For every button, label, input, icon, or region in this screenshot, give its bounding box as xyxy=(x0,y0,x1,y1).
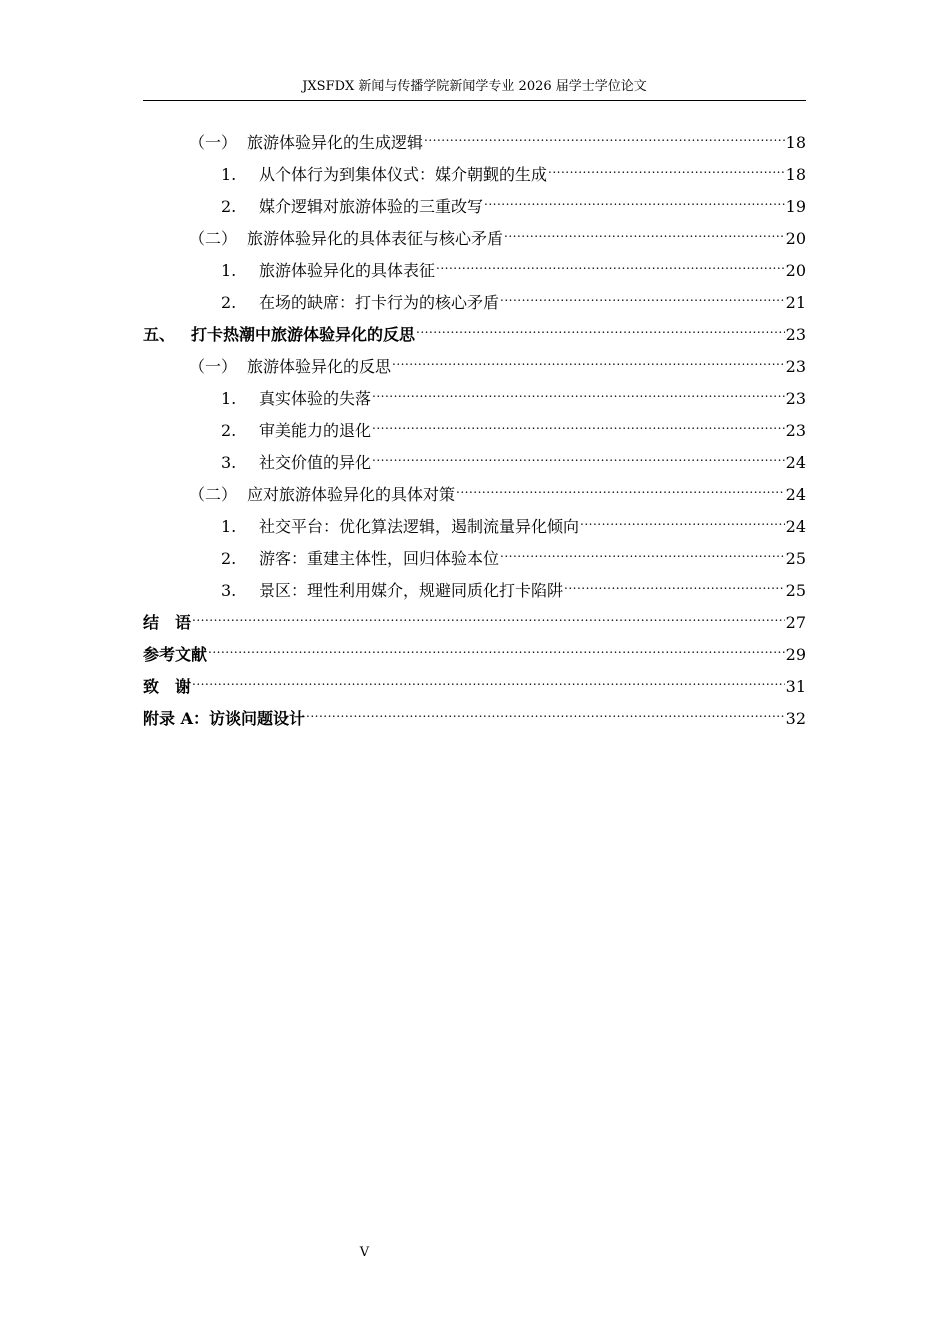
toc-entry-page: 32 xyxy=(785,709,806,728)
toc-entry-title: 游客：重建主体性，回归体验本位 xyxy=(259,549,500,568)
toc-entry-page: 21 xyxy=(785,293,806,312)
toc-entry-number: 3. xyxy=(221,581,237,600)
toc-entry-title: 旅游体验异化的生成逻辑 xyxy=(247,133,424,152)
toc-entry-page: 31 xyxy=(785,677,806,696)
toc-entry-title: 社交平台：优化算法逻辑，遏制流量异化倾向 xyxy=(259,517,580,536)
toc-entry-page: 25 xyxy=(785,581,806,600)
header-divider xyxy=(143,100,806,101)
toc-entry-page: 24 xyxy=(785,485,806,504)
toc-entry-page: 23 xyxy=(785,421,806,440)
toc-dot-leader xyxy=(456,468,785,500)
toc-dot-leader xyxy=(372,372,785,404)
toc-entry-number: 五、 xyxy=(143,325,176,344)
toc-entry-page: 19 xyxy=(785,197,806,216)
toc-dot-leader xyxy=(548,148,785,180)
toc-dot-leader xyxy=(500,276,785,308)
toc-entry-page: 24 xyxy=(785,453,806,472)
toc-dot-leader xyxy=(424,116,785,148)
toc-entry-title: 附录 A：访谈问题设计 xyxy=(143,709,305,728)
toc-dot-leader xyxy=(192,596,785,628)
toc-entry-page: 23 xyxy=(785,357,806,376)
toc-dot-leader xyxy=(436,244,785,276)
toc-entry-number: （二） xyxy=(189,229,238,248)
toc-entry-number: 1. xyxy=(221,389,237,408)
toc-entry-number: 2. xyxy=(221,549,237,568)
toc-entry-page: 18 xyxy=(785,133,806,152)
toc-dot-leader xyxy=(372,436,785,468)
toc-entry-number: （一） xyxy=(189,133,238,152)
toc-entry-number: 2. xyxy=(221,421,237,440)
toc-entry-page: 29 xyxy=(785,645,806,664)
toc-dot-leader xyxy=(484,180,785,212)
toc-entry-title: 媒介逻辑对旅游体验的三重改写 xyxy=(259,197,484,216)
toc-dot-leader xyxy=(208,628,785,660)
toc-entry[interactable] xyxy=(143,692,806,728)
toc-entry-title: 旅游体验异化的具体表征 xyxy=(259,261,436,280)
toc-dot-leader xyxy=(504,212,785,244)
toc-entry-page: 24 xyxy=(785,517,806,536)
toc-entry[interactable] xyxy=(143,628,806,664)
toc-entry-page: 18 xyxy=(785,165,806,184)
table-of-contents xyxy=(143,116,806,728)
toc-entry-title: 社交价值的异化 xyxy=(259,453,372,472)
page-header: JXSFDX 新闻与传播学院新闻学专业 2026 届学士学位论文 xyxy=(302,79,647,94)
toc-entry[interactable] xyxy=(143,116,806,152)
toc-entry-title: 旅游体验异化的反思 xyxy=(247,357,392,376)
toc-entry-title: 应对旅游体验异化的具体对策 xyxy=(247,485,456,504)
toc-entry-page: 20 xyxy=(785,261,806,280)
toc-entry-title: 参考文献 xyxy=(143,645,208,664)
toc-dot-leader xyxy=(372,404,785,436)
toc-entry-title: 景区：理性利用媒介，规避同质化打卡陷阱 xyxy=(259,581,564,600)
toc-entry-page: 25 xyxy=(785,549,806,568)
toc-entry-number: 3. xyxy=(221,453,237,472)
page-number: V xyxy=(359,1245,370,1260)
toc-dot-leader xyxy=(416,308,785,340)
toc-dot-leader xyxy=(580,500,785,532)
toc-entry-title: 从个体行为到集体仪式：媒介朝觐的生成 xyxy=(259,165,548,184)
toc-entry-number: （一） xyxy=(189,357,238,376)
toc-entry-page: 27 xyxy=(785,613,806,632)
toc-dot-leader xyxy=(192,660,785,692)
toc-dot-leader xyxy=(500,532,785,564)
toc-dot-leader xyxy=(564,564,785,596)
toc-entry-number: （二） xyxy=(189,485,238,504)
toc-entry-title: 致 谢 xyxy=(143,677,192,696)
toc-entry-title: 打卡热潮中旅游体验异化的反思 xyxy=(191,325,416,344)
toc-entry-number: 2. xyxy=(221,293,237,312)
toc-entry[interactable] xyxy=(143,596,806,632)
toc-entry-number: 1. xyxy=(221,261,237,280)
toc-entry-number: 1. xyxy=(221,165,237,184)
toc-entry-title: 在场的缺席：打卡行为的核心矛盾 xyxy=(259,293,500,312)
toc-dot-leader xyxy=(306,692,785,724)
toc-entry-page: 23 xyxy=(785,325,806,344)
toc-entry-number: 1. xyxy=(221,517,237,536)
toc-entry-number: 2. xyxy=(221,197,237,216)
toc-entry-title: 结 语 xyxy=(143,613,192,632)
toc-entry-title: 审美能力的退化 xyxy=(259,421,372,440)
toc-entry-title: 真实体验的失落 xyxy=(259,389,372,408)
toc-entry[interactable] xyxy=(143,660,806,696)
toc-dot-leader xyxy=(392,340,785,372)
toc-entry-page: 20 xyxy=(785,229,806,248)
toc-entry-page: 23 xyxy=(785,389,806,408)
toc-entry-title: 旅游体验异化的具体表征与核心矛盾 xyxy=(247,229,504,248)
